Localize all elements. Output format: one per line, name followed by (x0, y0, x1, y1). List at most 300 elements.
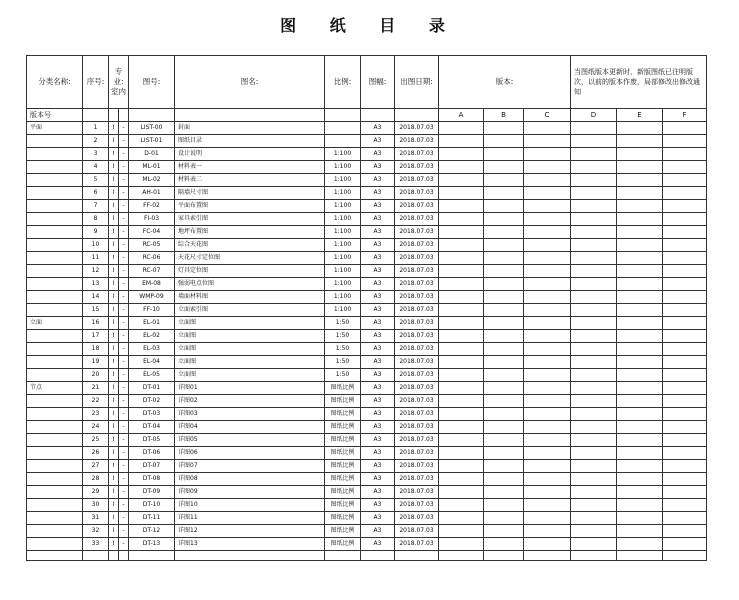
drawing-no-cell: FF-10 (129, 304, 175, 317)
version-cell (439, 122, 484, 135)
issue-date-cell: 2018.07.03 (395, 421, 439, 434)
version-cell (439, 395, 484, 408)
drawing-no-cell: ML-01 (129, 161, 175, 174)
issue-date-cell: 2018.07.03 (395, 187, 439, 200)
scale-cell: 1:50 (325, 343, 361, 356)
version-cell (484, 369, 524, 382)
issue-date-cell: 2018.07.03 (395, 512, 439, 525)
drawing-no-cell: RC-07 (129, 265, 175, 278)
seq-cell: 28 (83, 473, 109, 486)
drawing-no-cell: WMP-09 (129, 291, 175, 304)
version-cell (524, 122, 571, 135)
drawing-name-cell: 立面图 (175, 369, 325, 382)
drawing-name-cell: 详图09 (175, 486, 325, 499)
scale-cell: 图纸比例 (325, 408, 361, 421)
discipline-sub-cell: - (119, 434, 129, 447)
version-cell (617, 304, 663, 317)
issue-date-cell: 2018.07.03 (395, 317, 439, 330)
version-cell (571, 278, 617, 291)
drawing-name-cell: 家具索引图 (175, 213, 325, 226)
discipline-sub-cell: - (119, 317, 129, 330)
scale-cell: 1:50 (325, 356, 361, 369)
version-cell (617, 135, 663, 148)
version-cell (484, 447, 524, 460)
drawing-name-cell: 设计说明 (175, 148, 325, 161)
drawing-name-cell: 立面图 (175, 330, 325, 343)
scale-cell: 图纸比例 (325, 460, 361, 473)
version-cell (571, 304, 617, 317)
version-cell (571, 421, 617, 434)
version-cell (571, 499, 617, 512)
sheet-size-cell: A3 (361, 473, 395, 486)
version-cell (617, 525, 663, 538)
sheet-size-cell: A3 (361, 460, 395, 473)
version-cell (663, 200, 707, 213)
discipline-sub-cell: - (119, 408, 129, 421)
scale-cell: 1:100 (325, 174, 361, 187)
drawing-no-cell: EL-05 (129, 369, 175, 382)
version-cell (439, 317, 484, 330)
seq-cell: 30 (83, 499, 109, 512)
discipline-cell: I (109, 317, 119, 330)
discipline-cell: I (109, 304, 119, 317)
version-cell (663, 187, 707, 200)
discipline-sub-cell: - (119, 213, 129, 226)
sheet-size-cell: A3 (361, 265, 395, 278)
drawing-name-cell: 材料表二 (175, 174, 325, 187)
table-row (27, 421, 707, 434)
drawing-no-cell: RC-05 (129, 239, 175, 252)
version-row (27, 109, 707, 122)
sheet-size-cell: A3 (361, 200, 395, 213)
discipline-sub-cell: - (119, 460, 129, 473)
version-cell (524, 460, 571, 473)
scale-cell: 图纸比例 (325, 499, 361, 512)
discipline-cell: I (109, 473, 119, 486)
sheet-size-cell: A3 (361, 213, 395, 226)
version-cell (617, 213, 663, 226)
version-cell (663, 512, 707, 525)
version-cell (571, 512, 617, 525)
issue-date-cell: 2018.07.03 (395, 460, 439, 473)
drawing-name-cell: 详图06 (175, 447, 325, 460)
seq-cell: 10 (83, 239, 109, 252)
version-cell (617, 434, 663, 447)
seq-cell: 29 (83, 486, 109, 499)
table-row (27, 499, 707, 512)
version-cell (439, 200, 484, 213)
drawing-name-cell: 详图13 (175, 538, 325, 551)
table-row (27, 265, 707, 278)
drawing-no-cell: DT-03 (129, 408, 175, 421)
sheet-size-cell: A3 (361, 525, 395, 538)
version-cell (484, 200, 524, 213)
discipline-cell: I (109, 538, 119, 551)
version-cell (571, 395, 617, 408)
drawing-name-cell: 详图04 (175, 421, 325, 434)
discipline-sub-cell: - (119, 174, 129, 187)
version-cell (571, 473, 617, 486)
version-cell (571, 382, 617, 395)
version-cell (524, 200, 571, 213)
version-cell (524, 148, 571, 161)
drawing-no-cell: DT-12 (129, 525, 175, 538)
version-cell (663, 395, 707, 408)
category-cell (27, 525, 83, 538)
scale-cell: 图纸比例 (325, 486, 361, 499)
table-row (27, 135, 707, 148)
discipline-cell: I (109, 369, 119, 382)
version-cell (571, 369, 617, 382)
drawing-name-cell: 封面 (175, 122, 325, 135)
discipline-cell: I (109, 122, 119, 135)
version-cell (617, 395, 663, 408)
issue-date-cell: 2018.07.03 (395, 135, 439, 148)
category-cell (27, 278, 83, 291)
version-cell (617, 161, 663, 174)
issue-date-cell: 2018.07.03 (395, 239, 439, 252)
blank-row (27, 551, 707, 561)
version-cell (439, 369, 484, 382)
scale-cell (325, 135, 361, 148)
table-row (27, 369, 707, 382)
drawing-index-table (26, 55, 707, 561)
scale-cell: 1:50 (325, 369, 361, 382)
drawing-no-cell: EL-01 (129, 317, 175, 330)
version-cell (484, 291, 524, 304)
category-cell (27, 161, 83, 174)
version-cell (617, 356, 663, 369)
sheet-size-cell: A3 (361, 226, 395, 239)
seq-cell: 33 (83, 538, 109, 551)
drawing-no-cell: DT-04 (129, 421, 175, 434)
discipline-sub-cell: - (119, 187, 129, 200)
seq-cell: 5 (83, 174, 109, 187)
version-cell (484, 135, 524, 148)
issue-date-cell: 2018.07.03 (395, 382, 439, 395)
seq-cell: 6 (83, 187, 109, 200)
discipline-sub-cell: - (119, 525, 129, 538)
issue-date-cell: 2018.07.03 (395, 213, 439, 226)
drawing-no-cell: DT-07 (129, 460, 175, 473)
issue-date-cell: 2018.07.03 (395, 252, 439, 265)
version-cell (484, 304, 524, 317)
table-row (27, 447, 707, 460)
drawing-no-cell: DT-08 (129, 473, 175, 486)
seq-cell: 19 (83, 356, 109, 369)
version-cell (524, 538, 571, 551)
drawing-name-cell: 详图08 (175, 473, 325, 486)
category-cell (27, 499, 83, 512)
version-cell (663, 304, 707, 317)
version-cell (663, 356, 707, 369)
scale-cell: 1:100 (325, 304, 361, 317)
version-cell (571, 330, 617, 343)
version-cell (663, 408, 707, 421)
version-cell (571, 161, 617, 174)
drawing-no-cell: LIST-00 (129, 122, 175, 135)
seq-cell: 24 (83, 421, 109, 434)
version-cell (571, 200, 617, 213)
scale-cell: 1:100 (325, 265, 361, 278)
table-row (27, 512, 707, 525)
version-cell (571, 187, 617, 200)
version-cell (663, 382, 707, 395)
issue-date-cell: 2018.07.03 (395, 408, 439, 421)
version-cell (571, 460, 617, 473)
issue-date-cell: 2018.07.03 (395, 161, 439, 174)
version-cell (663, 252, 707, 265)
drawing-no-cell: DT-06 (129, 447, 175, 460)
version-cell (617, 369, 663, 382)
table-row (27, 343, 707, 356)
seq-cell: 27 (83, 460, 109, 473)
version-cell (439, 447, 484, 460)
version-cell (571, 343, 617, 356)
table-row (27, 486, 707, 499)
scale-cell: 1:100 (325, 226, 361, 239)
version-cell (663, 174, 707, 187)
version-cell (484, 382, 524, 395)
version-cell (439, 460, 484, 473)
version-cell (524, 304, 571, 317)
table-row (27, 122, 707, 135)
version-cell (439, 148, 484, 161)
seq-cell: 16 (83, 317, 109, 330)
table-row (27, 239, 707, 252)
seq-cell: 2 (83, 135, 109, 148)
issue-date-cell: 2018.07.03 (395, 278, 439, 291)
sheet-size-cell: A3 (361, 356, 395, 369)
seq-cell: 13 (83, 278, 109, 291)
drawing-name-cell: 详图01 (175, 382, 325, 395)
version-cell (617, 499, 663, 512)
version-cell (484, 317, 524, 330)
seq-cell: 25 (83, 434, 109, 447)
category-cell (27, 135, 83, 148)
version-cell (524, 473, 571, 486)
issue-date-cell: 2018.07.03 (395, 122, 439, 135)
version-cell (663, 486, 707, 499)
discipline-sub-cell: - (119, 265, 129, 278)
sheet-size-cell: A3 (361, 512, 395, 525)
discipline-cell: I (109, 161, 119, 174)
version-cell (484, 434, 524, 447)
version-cell (617, 421, 663, 434)
version-cell (617, 486, 663, 499)
version-cell (524, 356, 571, 369)
category-cell (27, 174, 83, 187)
drawing-no-cell: DT-01 (129, 382, 175, 395)
discipline-cell: I (109, 395, 119, 408)
table-row (27, 213, 707, 226)
version-cell (524, 135, 571, 148)
discipline-cell: I (109, 447, 119, 460)
table-row (27, 200, 707, 213)
category-cell (27, 486, 83, 499)
version-cell (617, 239, 663, 252)
version-cell (663, 161, 707, 174)
table-row (27, 395, 707, 408)
category-cell (27, 265, 83, 278)
version-cell (663, 122, 707, 135)
table-row (27, 356, 707, 369)
issue-date-cell: 2018.07.03 (395, 265, 439, 278)
version-cell (524, 382, 571, 395)
table-row (27, 317, 707, 330)
seq-cell: 32 (83, 525, 109, 538)
scale-cell: 1:100 (325, 239, 361, 252)
discipline-cell: I (109, 148, 119, 161)
version-cell (484, 343, 524, 356)
scale-cell: 图纸比例 (325, 382, 361, 395)
version-cell (663, 330, 707, 343)
table-row (27, 434, 707, 447)
discipline-sub-cell: - (119, 304, 129, 317)
version-cell (439, 512, 484, 525)
header-sheet-size: 图幅: (361, 56, 395, 109)
version-cell (439, 538, 484, 551)
version-cell (617, 122, 663, 135)
version-cell (439, 239, 484, 252)
version-cell (663, 226, 707, 239)
version-cell (439, 226, 484, 239)
seq-cell: 14 (83, 291, 109, 304)
version-cell (617, 265, 663, 278)
version-cell (439, 278, 484, 291)
category-cell (27, 330, 83, 343)
issue-date-cell: 2018.07.03 (395, 356, 439, 369)
discipline-sub-cell: - (119, 486, 129, 499)
issue-date-cell: 2018.07.03 (395, 343, 439, 356)
table-row (27, 174, 707, 187)
page-title: 图 纸 目 录 (280, 16, 459, 35)
issue-date-cell: 2018.07.03 (395, 447, 439, 460)
category-cell (27, 473, 83, 486)
version-cell (439, 356, 484, 369)
sheet-size-cell: A3 (361, 252, 395, 265)
discipline-sub-cell: - (119, 291, 129, 304)
drawing-no-cell: EL-03 (129, 343, 175, 356)
scale-cell: 图纸比例 (325, 421, 361, 434)
discipline-cell: I (109, 486, 119, 499)
discipline-cell: I (109, 460, 119, 473)
seq-cell: 3 (83, 148, 109, 161)
discipline-sub-cell: - (119, 395, 129, 408)
category-cell: 平面 (27, 122, 83, 135)
version-cell (484, 421, 524, 434)
seq-cell: 18 (83, 343, 109, 356)
version-cell (524, 395, 571, 408)
drawing-name-cell: 平面布置图 (175, 200, 325, 213)
drawing-no-cell: FF-02 (129, 200, 175, 213)
version-cell (484, 538, 524, 551)
discipline-sub-cell: - (119, 356, 129, 369)
version-cell (439, 187, 484, 200)
category-cell: 立面 (27, 317, 83, 330)
issue-date-cell: 2018.07.03 (395, 304, 439, 317)
category-cell (27, 408, 83, 421)
discipline-cell: I (109, 382, 119, 395)
scale-cell: 图纸比例 (325, 512, 361, 525)
drawing-name-cell: 立面图 (175, 317, 325, 330)
header-issue-date: 出图日期: (395, 56, 439, 109)
version-letter: E (617, 109, 663, 122)
version-cell (617, 408, 663, 421)
version-cell (617, 174, 663, 187)
drawing-no-cell: DT-13 (129, 538, 175, 551)
version-cell (484, 148, 524, 161)
version-cell (571, 122, 617, 135)
sheet-size-cell: A3 (361, 304, 395, 317)
sheet-size-cell: A3 (361, 538, 395, 551)
version-cell (617, 226, 663, 239)
issue-date-cell: 2018.07.03 (395, 369, 439, 382)
discipline-sub-cell: - (119, 226, 129, 239)
drawing-name-cell: 详图03 (175, 408, 325, 421)
issue-date-cell: 2018.07.03 (395, 538, 439, 551)
issue-date-cell: 2018.07.03 (395, 174, 439, 187)
version-cell (484, 395, 524, 408)
discipline-cell: I (109, 135, 119, 148)
seq-cell: 11 (83, 252, 109, 265)
discipline-sub-cell: - (119, 161, 129, 174)
version-cell (617, 460, 663, 473)
drawing-name-cell: 天花尺寸定位图 (175, 252, 325, 265)
issue-date-cell: 2018.07.03 (395, 148, 439, 161)
discipline-sub-cell: - (119, 512, 129, 525)
version-cell (484, 330, 524, 343)
seq-cell: 21 (83, 382, 109, 395)
discipline-cell: I (109, 343, 119, 356)
sheet-size-cell: A3 (361, 486, 395, 499)
version-cell (439, 265, 484, 278)
scale-cell: 图纸比例 (325, 395, 361, 408)
version-cell (571, 317, 617, 330)
version-cell (524, 317, 571, 330)
header-note: 当图纸版本更新时，新版图纸已注明版次，以前的版本作废，局部修改出修改通知 (571, 56, 707, 109)
drawing-no-cell: DT-11 (129, 512, 175, 525)
table-row (27, 304, 707, 317)
version-cell (571, 525, 617, 538)
scale-cell: 图纸比例 (325, 525, 361, 538)
table-row (27, 382, 707, 395)
sheet-size-cell: A3 (361, 291, 395, 304)
category-cell (27, 213, 83, 226)
issue-date-cell: 2018.07.03 (395, 200, 439, 213)
sheet-size-cell: A3 (361, 174, 395, 187)
version-cell (663, 291, 707, 304)
seq-cell: 7 (83, 200, 109, 213)
discipline-sub-cell: - (119, 421, 129, 434)
version-cell (663, 369, 707, 382)
version-cell (524, 447, 571, 460)
version-cell (663, 434, 707, 447)
drawing-no-cell: DT-02 (129, 395, 175, 408)
sheet-size-cell: A3 (361, 122, 395, 135)
table-row (27, 291, 707, 304)
header-version: 版本: (439, 56, 571, 109)
seq-cell: 1 (83, 122, 109, 135)
discipline-sub-cell: - (119, 252, 129, 265)
drawing-no-cell: FI-03 (129, 213, 175, 226)
discipline-cell: I (109, 200, 119, 213)
version-cell (439, 434, 484, 447)
drawing-name-cell: 灯具定位图 (175, 265, 325, 278)
discipline-cell: I (109, 512, 119, 525)
discipline-sub-cell: - (119, 278, 129, 291)
issue-date-cell: 2018.07.03 (395, 226, 439, 239)
